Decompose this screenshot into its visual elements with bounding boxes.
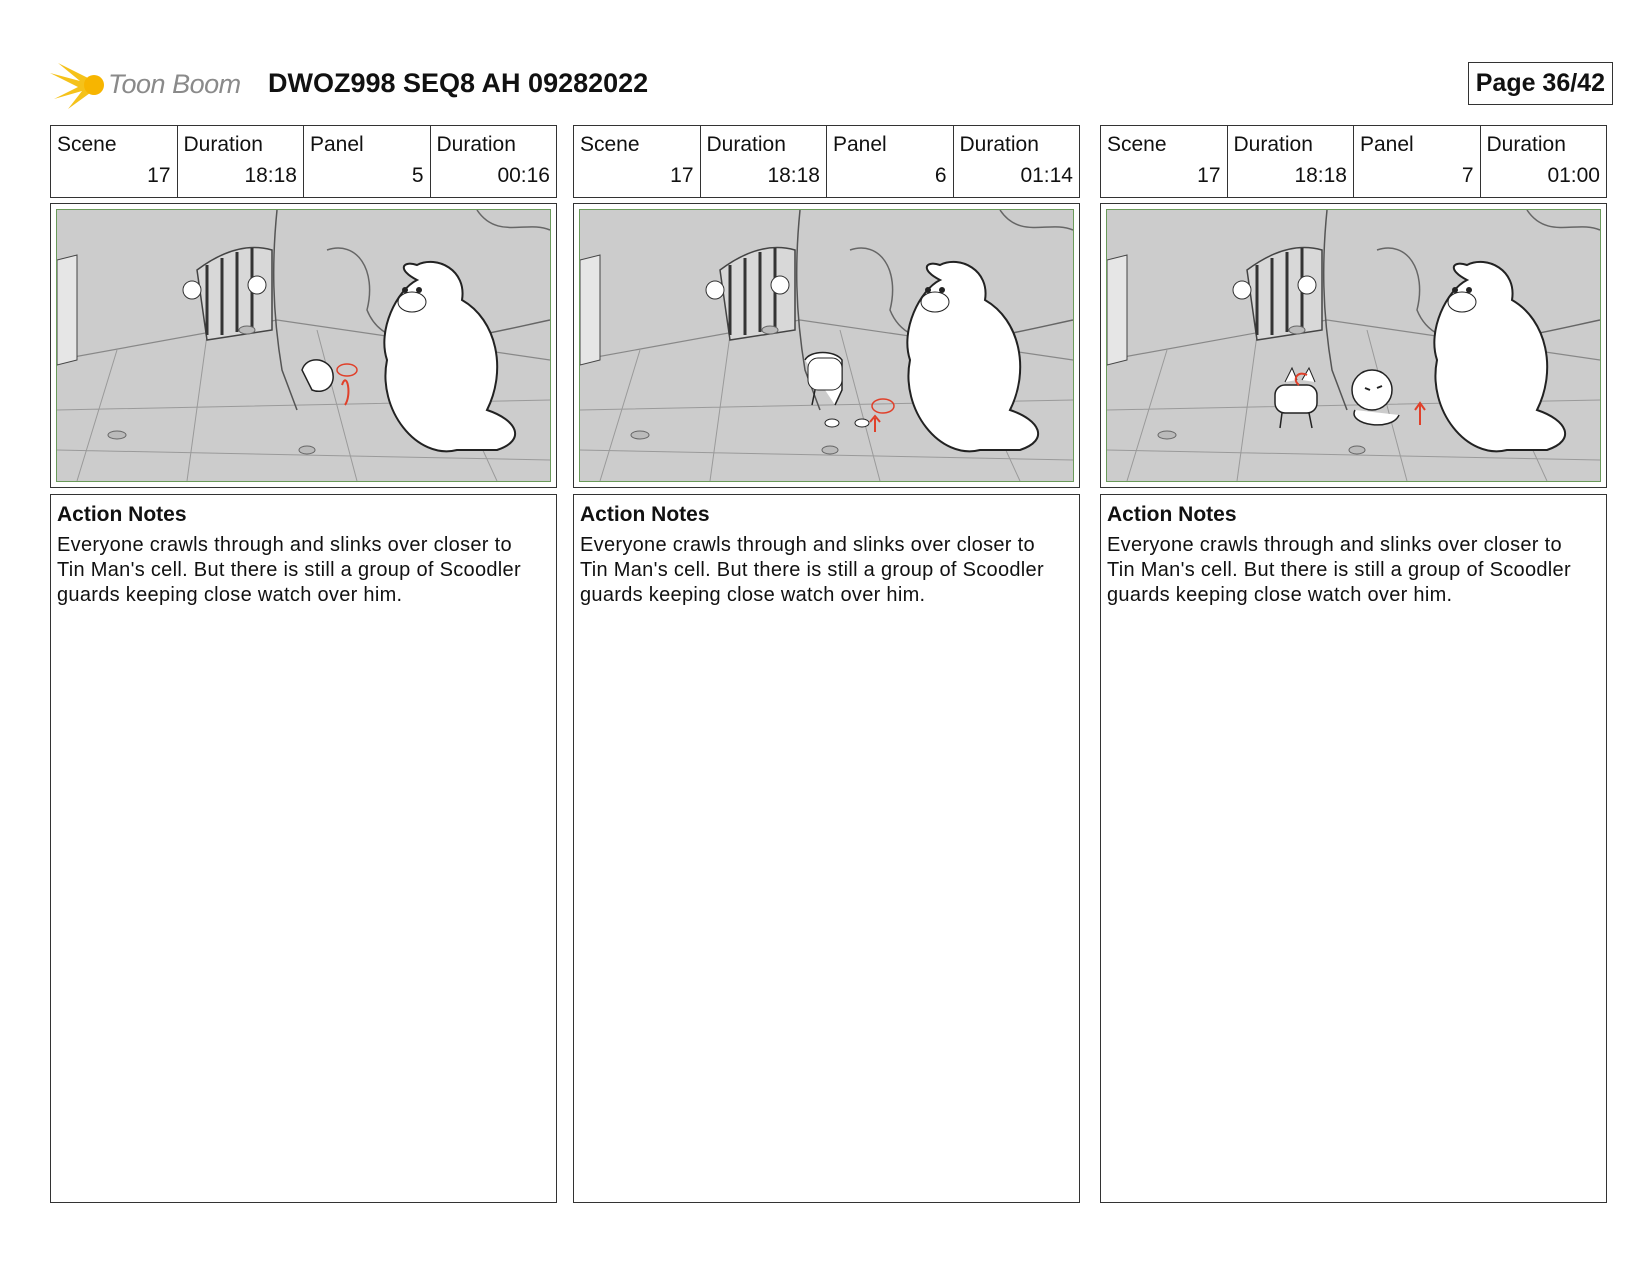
panel-frame	[573, 203, 1080, 488]
panel-duration-cell	[954, 126, 1080, 197]
panel-value: 7	[1461, 164, 1474, 187]
scene-duration-cell	[1228, 126, 1355, 197]
panel-duration-label: Duration	[436, 133, 516, 156]
action-notes-box	[50, 494, 557, 1203]
logo-text: Toon Boom	[108, 69, 241, 99]
panel-value: 5	[411, 164, 424, 187]
scene-duration-value: 18:18	[244, 164, 297, 187]
page-header	[50, 55, 1610, 115]
panel-label: Panel	[1360, 133, 1414, 156]
panel-sketch-image	[1106, 209, 1601, 482]
panel-label: Panel	[310, 133, 364, 156]
scene-cell	[51, 126, 178, 197]
scene-value: 17	[147, 164, 171, 187]
panel-duration-label: Duration	[1486, 133, 1566, 156]
scene-cell	[574, 126, 701, 197]
panel-duration-value: 01:14	[1020, 164, 1073, 187]
action-notes-title: Action Notes	[57, 503, 187, 526]
panel-label: Panel	[833, 133, 887, 156]
panel-value: 6	[934, 164, 947, 187]
panel-cell	[304, 126, 431, 197]
panel-duration-cell	[431, 126, 557, 197]
starburst-icon	[50, 59, 110, 111]
action-notes-title: Action Notes	[580, 503, 710, 526]
panel-duration-cell	[1481, 126, 1607, 197]
panel-duration-value: 01:00	[1547, 164, 1600, 187]
panel-frame	[50, 203, 557, 488]
page-number: Page 36/42	[1468, 62, 1613, 105]
action-notes-text: Everyone crawls through and slinks over closer to Tin Man's cell. But there is still a group of Scoodler guards keeping close watch over him.	[580, 534, 1044, 606]
scene-duration-cell	[178, 126, 305, 197]
action-notes-title: Action Notes	[1107, 503, 1237, 526]
scene-value: 17	[670, 164, 694, 187]
scene-duration-value: 18:18	[1294, 164, 1347, 187]
scene-value: 17	[1197, 164, 1221, 187]
action-notes-box	[1100, 494, 1607, 1203]
scene-label: Scene	[1107, 133, 1167, 156]
panel-info-table	[573, 125, 1080, 198]
panel-duration-value: 00:16	[497, 164, 550, 187]
scene-duration-label: Duration	[706, 133, 786, 156]
panel-cell	[827, 126, 954, 197]
panel-frame	[1100, 203, 1607, 488]
scene-duration-cell	[701, 126, 828, 197]
scene-duration-value: 18:18	[767, 164, 820, 187]
document-title: DWOZ998 SEQ8 AH 09282022	[268, 68, 649, 98]
action-notes-text: Everyone crawls through and slinks over closer to Tin Man's cell. But there is still a group of Scoodler guards keeping close watch over him.	[1107, 534, 1571, 606]
scene-duration-label: Duration	[1233, 133, 1313, 156]
panel-duration-label: Duration	[959, 133, 1039, 156]
panel-cell	[1354, 126, 1481, 197]
action-notes-box	[573, 494, 1080, 1203]
toon-boom-logo	[50, 59, 255, 111]
panel-info-table	[1100, 125, 1607, 198]
scene-cell	[1101, 126, 1228, 197]
panel-info-table	[50, 125, 557, 198]
panel-sketch-image	[579, 209, 1074, 482]
panel-sketch-image	[56, 209, 551, 482]
scene-label: Scene	[580, 133, 640, 156]
action-notes-text: Everyone crawls through and slinks over closer to Tin Man's cell. But there is still a group of Scoodler guards keeping close watch over him.	[57, 534, 521, 606]
scene-label: Scene	[57, 133, 117, 156]
scene-duration-label: Duration	[183, 133, 263, 156]
